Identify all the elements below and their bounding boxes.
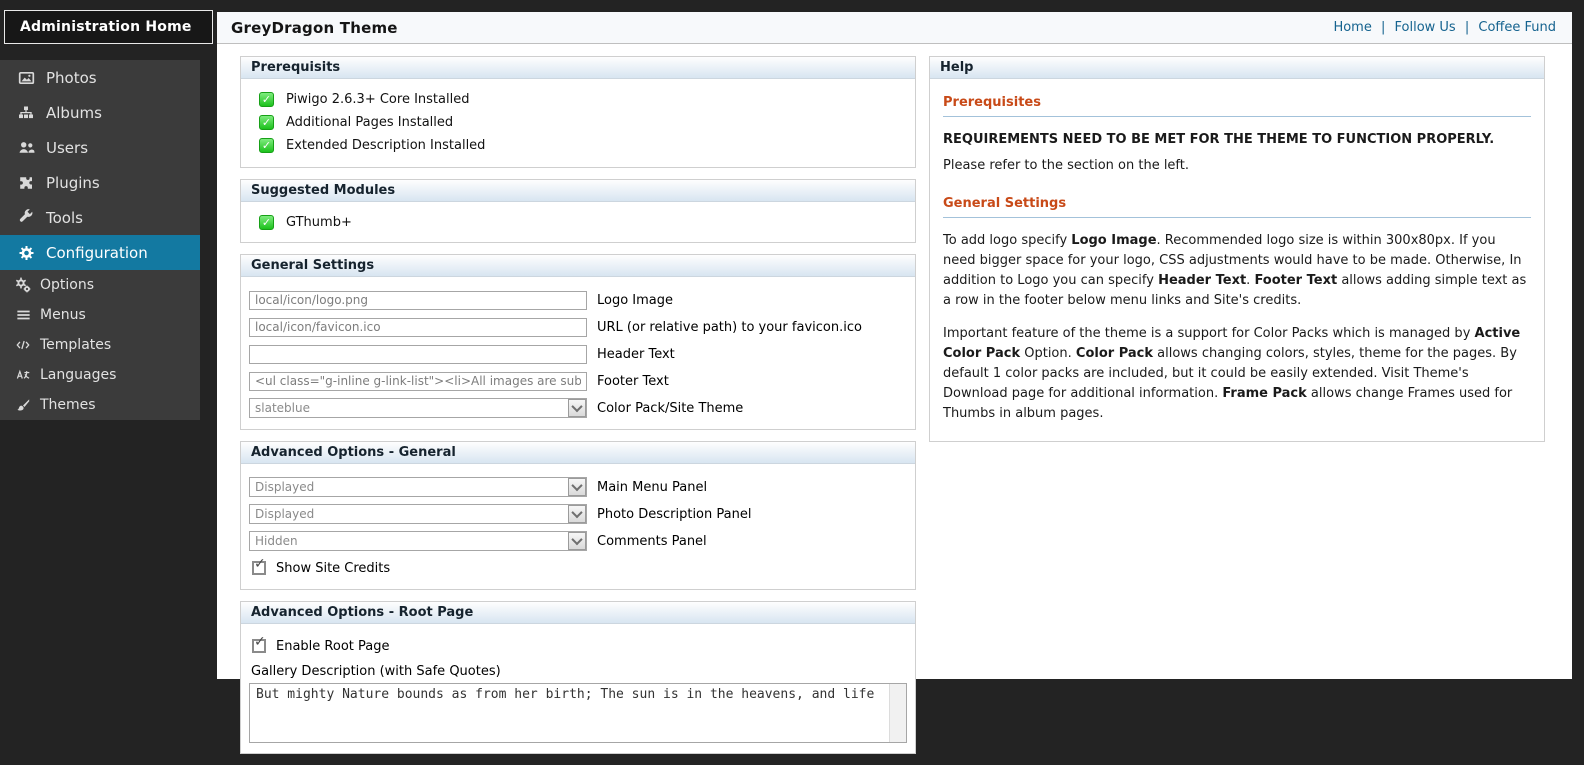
help-general-settings-heading: General Settings — [943, 189, 1531, 218]
sidebar-item-label: Plugins — [46, 173, 100, 192]
suggested-module-item — [249, 211, 907, 234]
sidebar-item-users[interactable] — [0, 130, 200, 165]
green-check-icon: ✓ — [259, 215, 274, 230]
users-icon — [17, 140, 35, 156]
gallery-description-label: Gallery Description (with Safe Quotes) — [251, 664, 501, 679]
home-link[interactable]: Home — [1333, 20, 1372, 35]
checkbox-label: Enable Root Page — [276, 638, 390, 654]
gallery-description-textarea[interactable] — [249, 683, 907, 743]
administration-home-button[interactable]: Administration Home — [4, 10, 213, 44]
page-title: GreyDragon Theme — [231, 18, 398, 37]
paintbrush-icon — [15, 397, 31, 413]
content-panel — [217, 12, 1572, 702]
comments-panel-select[interactable]: Hidden — [249, 531, 587, 551]
help-paragraph: Important feature of the theme is a support for Color Packs which is managed by Active Color Pack Option. Color Pack allows changing colors, styles, theme for the pages. By default 1 color packs are included, but it could be easily extended. Visit Theme's Download page for additional information. Frame Pack allows change Frames used for Thumbs in album pages. — [943, 326, 1521, 421]
sidebar-item-label: Configuration — [46, 243, 148, 262]
suggested-modules-section — [240, 179, 916, 243]
field-label: Main Menu Panel — [597, 479, 708, 495]
green-check-icon: ✓ — [259, 92, 274, 107]
general-settings-section — [240, 254, 916, 430]
configuration-gear-icon — [17, 245, 35, 261]
sidebar-item-label: Options — [40, 277, 95, 293]
sidebar-item-photos[interactable] — [0, 60, 200, 95]
sidebar-item-label: Languages — [40, 367, 117, 383]
checkbox-label: Show Site Credits — [276, 560, 391, 576]
module-label: GThumb+ — [286, 215, 352, 230]
page-header — [217, 12, 1572, 44]
code-icon — [15, 337, 31, 353]
sidebar-item-albums[interactable] — [0, 95, 200, 130]
header-text-input[interactable] — [249, 345, 587, 364]
favicon-url-input[interactable] — [249, 318, 587, 337]
chevron-down-icon — [568, 478, 586, 496]
help-prerequisites-heading: Prerequisites — [943, 88, 1531, 117]
link-separator: | — [1464, 20, 1470, 35]
sidebar-item-label: Albums — [46, 103, 102, 122]
settings-column — [240, 56, 916, 765]
field-label: Color Pack/Site Theme — [597, 400, 744, 416]
help-column — [929, 56, 1545, 453]
prerequisite-label: Piwigo 2.6.3+ Core Installed — [286, 92, 470, 107]
link-separator: | — [1380, 20, 1386, 35]
section-title: Help — [930, 57, 1544, 79]
menu-bars-icon — [15, 307, 31, 323]
gallery-description-text: But mighty Nature bounds as from her birth; The sun is in the heavens, and life — [256, 687, 875, 702]
field-label: Photo Description Panel — [597, 506, 752, 522]
follow-us-link[interactable]: Follow Us — [1394, 20, 1456, 35]
sidebar-item-label: Photos — [46, 68, 97, 87]
sidebar-item-label: Themes — [40, 397, 96, 413]
main-menu-panel-select[interactable]: Displayed — [249, 477, 587, 497]
green-check-icon: ✓ — [259, 138, 274, 153]
field-label: Comments Panel — [597, 533, 707, 549]
sidebar-item-menus[interactable] — [0, 300, 200, 330]
chevron-down-icon — [568, 505, 586, 523]
color-pack-select[interactable]: slateblue — [249, 398, 587, 418]
section-title: Prerequisits — [241, 57, 915, 79]
sidebar-item-configuration[interactable] — [0, 235, 200, 270]
sidebar-item-label: Menus — [40, 307, 86, 323]
section-title: Advanced Options - Root Page — [241, 602, 915, 624]
logo-image-input[interactable] — [249, 291, 587, 310]
sidebar-menu — [0, 60, 200, 420]
sidebar-item-plugins[interactable] — [0, 165, 200, 200]
coffee-fund-link[interactable]: Coffee Fund — [1478, 20, 1556, 35]
chevron-down-icon — [568, 399, 586, 417]
footer-text-input[interactable] — [249, 372, 587, 391]
sidebar-item-templates[interactable] — [0, 330, 200, 360]
photo-description-panel-select[interactable]: Displayed — [249, 504, 587, 524]
tools-icon — [17, 210, 35, 226]
plugins-icon — [17, 175, 35, 191]
options-gears-icon — [15, 277, 31, 293]
green-check-icon: ✓ — [259, 115, 274, 130]
prerequisits-section — [240, 56, 916, 168]
photos-icon — [17, 70, 35, 86]
prerequisite-label: Additional Pages Installed — [286, 115, 454, 130]
prerequisite-item — [249, 134, 907, 157]
prerequisite-item — [249, 88, 907, 111]
textarea-scrollbar[interactable] — [889, 684, 906, 742]
sidebar-item-tools[interactable] — [0, 200, 200, 235]
enable-root-page-checkbox[interactable]: ✓ — [252, 639, 266, 653]
header-links — [1333, 20, 1556, 35]
help-paragraph: REQUIREMENTS NEED TO BE MET FOR THE THEME TO FUNCTION PROPERLY. — [943, 132, 1495, 147]
sidebar-item-label: Templates — [40, 337, 112, 353]
prerequisite-label: Extended Description Installed — [286, 138, 486, 153]
chevron-down-icon — [568, 532, 586, 550]
help-paragraph: Please refer to the section on the left. — [943, 158, 1190, 173]
sidebar-item-label: Tools — [46, 208, 83, 227]
albums-icon — [17, 105, 35, 121]
advanced-options-root-page-section — [240, 601, 916, 754]
advanced-options-general-section — [240, 441, 916, 590]
field-label: Footer Text — [597, 373, 669, 389]
show-site-credits-checkbox[interactable]: ✓ — [252, 561, 266, 575]
sidebar-item-languages[interactable] — [0, 360, 200, 390]
field-label: Header Text — [597, 346, 675, 362]
section-title: Suggested Modules — [241, 180, 915, 202]
help-paragraph: To add logo specify Logo Image. Recommended logo size is within 300x80px. If you need bigger space for your logo, CSS adjustments would have to be made. Otherwise, In addition to Logo you can specify Header Text. Footer Text allows adding simple text as a row in the footer below menu links and Site's credits. — [943, 233, 1527, 308]
sidebar-item-themes[interactable] — [0, 390, 200, 420]
language-icon — [15, 367, 31, 383]
section-title: General Settings — [241, 255, 915, 277]
help-section — [929, 56, 1545, 442]
sidebar-item-label: Users — [46, 138, 89, 157]
field-label: URL (or relative path) to your favicon.ico — [597, 319, 862, 335]
section-title: Advanced Options - General — [241, 442, 915, 464]
field-label: Logo Image — [597, 292, 674, 308]
prerequisite-item — [249, 111, 907, 134]
sidebar-item-options[interactable] — [0, 270, 200, 300]
sidebar — [0, 0, 217, 679]
